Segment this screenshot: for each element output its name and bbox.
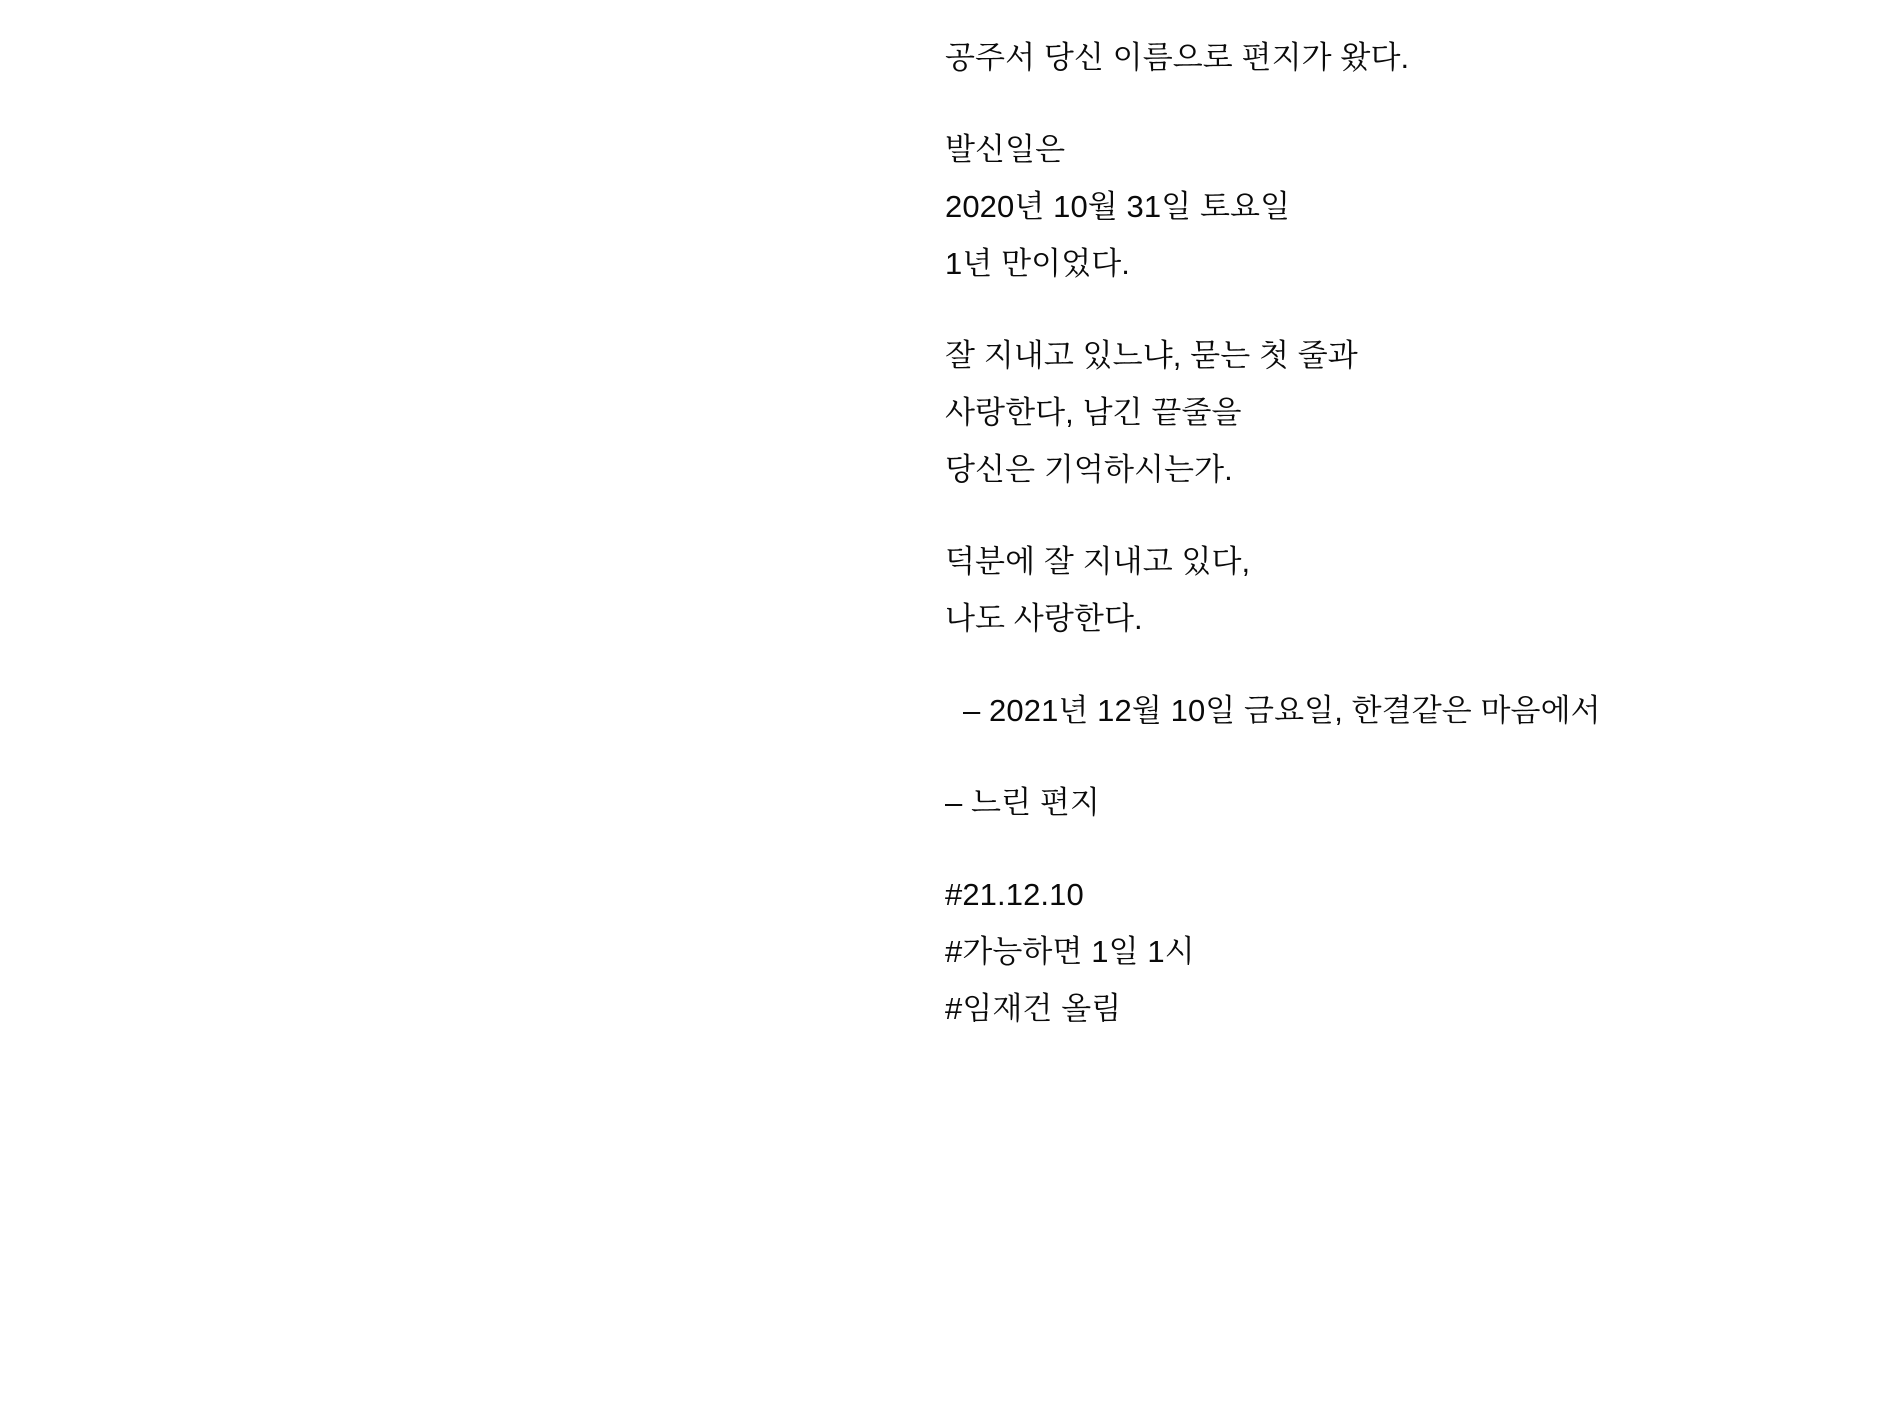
stanza-hashtags	[945, 879, 1845, 1031]
poem-line: 2020년 10월 31일 토요일	[945, 189, 1291, 224]
stanza-attribution	[945, 695, 1845, 733]
poem-line: 나도 사랑한다.	[945, 601, 1143, 636]
stanza-answer	[945, 546, 1845, 641]
hashtag: #임재건 올림	[945, 991, 1122, 1026]
poem-line: 잘 지내고 있느냐, 묻는 첫 줄과	[945, 338, 1358, 373]
poem-title: – 느린 편지	[945, 785, 1100, 820]
hashtag: #가능하면 1일 1시	[945, 934, 1195, 969]
poem-line: 공주서 당신 이름으로 편지가 왔다.	[945, 40, 1410, 75]
poem-line: 덕분에 잘 지내고 있다,	[945, 544, 1251, 579]
poem-body	[945, 42, 1845, 1031]
stanza-date-of-sending	[945, 134, 1845, 286]
poem-line: 사랑한다, 남긴 끝줄을	[945, 395, 1242, 430]
attribution-line: – 2021년 12월 10일 금요일, 한결같은 마음에서	[963, 693, 1601, 728]
stanza-question	[945, 340, 1845, 492]
stanza-opening	[945, 42, 1845, 80]
hashtag: #21.12.10	[945, 877, 1084, 912]
poem-line: 1년 만이었다.	[945, 246, 1130, 281]
poem-line: 당신은 기억하시는가.	[945, 452, 1233, 487]
poem-line: 발신일은	[945, 132, 1066, 167]
stanza-title	[945, 787, 1845, 825]
